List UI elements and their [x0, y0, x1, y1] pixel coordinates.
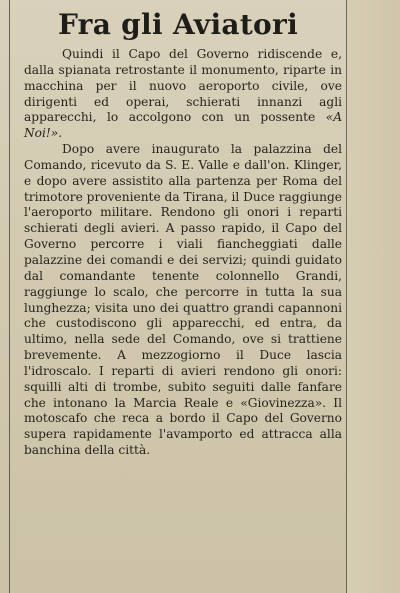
article-body: [24, 47, 342, 459]
paragraph-arrival: [24, 47, 342, 142]
paragraph-arrival-end: .: [58, 126, 63, 141]
paragraph-arrival-text: Quindi il Capo del Governo ridiscende e, dalla spianata retrostante il monumento, riparte in macchina per il nuovo aeroporto civile, ove dirigenti ed operai, schierati innanzi agli apparecchi, lo accolgono con un possente: [24, 47, 342, 125]
salute-quote: «A Noi!»: [24, 110, 342, 141]
left-column-rule: [9, 0, 10, 593]
adjacent-column-margin: [347, 0, 400, 593]
article-headline: Fra gli Aviatori: [57, 8, 299, 41]
paragraph-visit: Dopo avere inaugurato la palazzina del Comando, ricevuto da S. E. Valle e dall'on. Klinger, e dopo avere assistito alla partenza per Roma del trimotore proveniente da Tirana, il Duce raggiunge l'aeroporto militare. Rendono gli onori i reparti schierati degli avieri. A passo rapido, il Capo del Governo percorre i viali fiancheggiati dalle palazzine dei comandi e dei servizi; quindi guidato dal comandante tenente colonnello Grandi, raggiunge lo scalo, che percorre in tutta la sua lunghezza; visita uno dei quattro grandi capannoni che custodiscono gli apparecchi, ed entra, da ultimo, nella sede del Comando, ove si trattiene brevemente. A mezzogiorno il Duce lascia l'idroscalo. I reparti di avieri rendono gli onori: squilli alti di trombe, subito seguiti dalle fanfare che intonano la Marcia Reale e «Giovinezza». Il motoscafo che reca a bordo il Capo del Governo supera rapidamente l'avamporto ed attracca alla banchina della città.: [24, 142, 342, 458]
